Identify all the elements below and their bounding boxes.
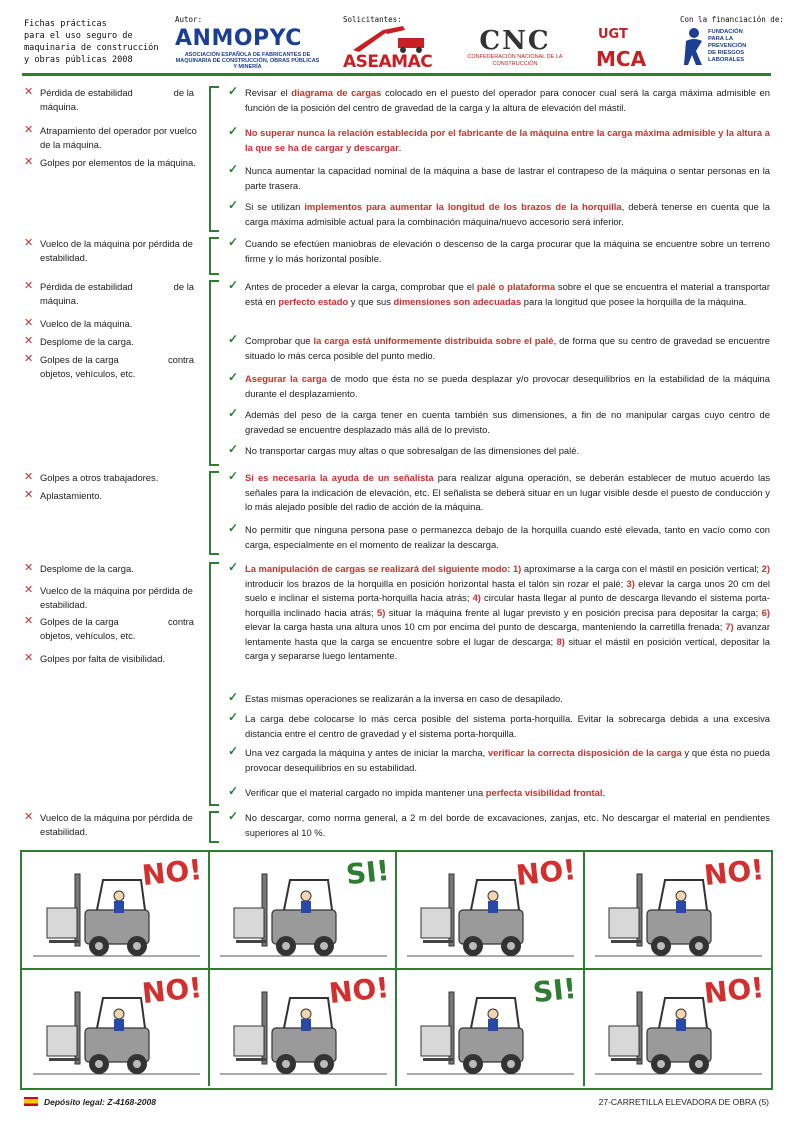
risk-text-tail: de la <box>173 281 194 292</box>
checkmark-icon: ✓ <box>228 278 239 292</box>
measure-text: Estas mismas operaciones se realizarán a la inversa en caso de desapilado. <box>245 693 563 704</box>
forklift-illustration <box>23 852 210 966</box>
checkmark-icon: ✓ <box>228 521 239 535</box>
risk-text-tail: de la <box>173 87 194 98</box>
correct-label: SI! <box>344 853 391 892</box>
safety-measure <box>228 786 770 801</box>
risk-text-tail: contra <box>167 354 194 365</box>
checkmark-icon: ✓ <box>228 710 239 724</box>
risk-text: Golpes de la carga objetos, vehículos, etc. <box>40 616 136 641</box>
measure-text: . <box>398 141 402 153</box>
section-bracket <box>209 562 219 806</box>
measure-text: para la longitud que posee la horquilla de la máquina. <box>521 295 747 307</box>
safety-measure <box>228 523 770 552</box>
measure-text: sobre el que se encuentra el material a transportar está en <box>245 281 770 307</box>
risk-item <box>24 562 204 576</box>
checkmark-icon: ✓ <box>228 744 239 758</box>
cross-icon: ✕ <box>24 489 34 501</box>
risk-item <box>24 280 204 308</box>
measure-text: La carga debe colocarse lo más cerca posible del sistema porta-horquilla. Evitar la sobrecarga debida a una excesiva distancia entre el centro de gravedad y el sistema porta-horquilla. <box>245 713 770 739</box>
highlighted-text: palé o plataforma <box>476 281 556 292</box>
highlighted-text: Asegurar la carga <box>245 373 327 384</box>
highlighted-text: No superar nunca la relación establecida por el fabricante de la máquina entre la carga máxima admisible y la altura a la que se ha de cargar y descargar <box>245 127 770 153</box>
risk-text: Desplome de la carga. <box>40 336 134 347</box>
checkmark-icon: ✓ <box>228 442 239 456</box>
highlighted-text: implementos para aumentar la longitud de los brazos de la horquilla <box>304 201 622 212</box>
risk-text: Vuelco de la máquina por pérdida de estabilidad. <box>40 238 193 263</box>
aseamac-logo: ASEAMAC <box>343 24 431 72</box>
measure-text: Nunca aumentar la capacidad nominal de la máquina a base de lastrar el contrapeso de la máquina o sentar personas en la parte trasera. <box>245 165 770 191</box>
cross-icon: ✕ <box>24 811 34 823</box>
safety-measure <box>228 372 770 401</box>
checkmark-icon: ✓ <box>228 370 239 384</box>
checkmark-icon: ✓ <box>228 235 239 249</box>
risk-text: Pérdida de estabilidad máquina. <box>40 87 133 112</box>
risk-text: Vuelco de la máquina por pérdida de estabilidad. <box>40 812 193 837</box>
forklift-illustration <box>585 970 772 1084</box>
sheet-identifier: 27-CARRETILLA ELEVADORA DE OBRA (5) <box>598 1097 769 1107</box>
measure-text: Además del peso de la carga tener en cuenta también sus dimensiones, a fin de no manipular cargas cuyo centro de gravedad se encuentre desplazado más allá de lo previsto. <box>245 409 770 435</box>
checkmark-icon: ✓ <box>228 469 239 483</box>
cross-icon: ✕ <box>24 335 34 347</box>
incorrect-label: NO! <box>327 970 391 1011</box>
risk-item <box>24 652 204 666</box>
risk-item <box>24 353 204 381</box>
measure-text: Si se utilizan <box>245 201 305 212</box>
checkmark-icon: ✓ <box>228 332 239 346</box>
measure-text: Comprobar que <box>245 335 314 346</box>
checkmark-icon: ✓ <box>228 560 239 574</box>
highlighted-text: 1) <box>512 563 522 574</box>
measure-text: introducir los brazos de la horquilla en posición horizontal hasta el talón sin rozar el palé; <box>245 577 627 589</box>
forklift-illustration <box>23 970 210 1084</box>
measure-text: para realizar alguna operación, se deberán establecer de mutuo acuerdo las señales para la indicación de elevación, etc. El señalista se deberá situar en un lugar visible desde el puesto de conducción y lo más alejado posible del radio de acción de la máquina. <box>245 472 771 512</box>
risk-text: Atrapamiento del operador por vuelco de la máquina. <box>40 125 197 150</box>
risk-text: Desplome de la carga. <box>40 563 134 574</box>
measure-text: Verificar que el material cargado no impida mantener una <box>245 787 486 798</box>
cross-icon: ✕ <box>24 86 34 98</box>
forklift-illustration <box>397 852 584 966</box>
safety-measure <box>228 811 770 840</box>
highlighted-text: 8) <box>556 635 565 647</box>
risk-item <box>24 471 204 485</box>
incorrect-label: NO! <box>140 970 204 1011</box>
safety-measure <box>228 471 770 515</box>
funding-label: Con la financiación de: <box>680 15 784 24</box>
highlighted-text: 2) <box>761 563 770 574</box>
cross-icon: ✕ <box>24 280 34 292</box>
measure-text: y que sus <box>348 295 394 307</box>
measure-text: de modo que ésta no se pueda desplazar y/o provocar desequilibrios en la estabilidad de la máquina durante el desplazamiento. <box>245 373 770 399</box>
safety-measure <box>228 692 770 707</box>
safety-measure <box>228 280 770 309</box>
spain-flag-icon <box>24 1097 38 1106</box>
risk-text: Golpes por falta de visibilidad. <box>40 653 166 664</box>
measure-text: elevar la carga unos 20 cm del suelo e inclinar el sistema porta-horquilla hacia atrás; <box>245 577 770 603</box>
section-bracket <box>209 280 219 466</box>
safety-measure <box>228 86 770 115</box>
risk-item <box>24 156 204 170</box>
highlighted-text: verificar la correcta disposición de la carga <box>487 747 682 758</box>
risk-item <box>24 489 204 503</box>
highlighted-text: 4) <box>472 592 481 603</box>
checkmark-icon: ✓ <box>228 784 239 798</box>
incorrect-label: NO! <box>140 852 204 893</box>
measure-text: colocado en el puesto del operador para conocer cual será la carga máxima admisible en función de la posición del centro de gravedad de la carga y la altura de elevación del mástil. <box>245 87 770 113</box>
cross-icon: ✕ <box>24 562 34 574</box>
measure-text: aproximarse a la carga con el mástil en posición vertical; <box>521 563 762 574</box>
safety-measure <box>228 562 770 664</box>
fundacion-prl-logo: FUNDACIÓN PARA LA PREVENCIÓN DE RIESGOS LABORALES <box>680 25 780 73</box>
measure-text: No permitir que ninguna persona pase o permanezca debajo de la horquilla cuando esté elevada, tanto en vacío como con carga, especialmente en el momento de realizar la descarga. <box>245 524 770 550</box>
incorrect-label: NO! <box>514 852 578 893</box>
illustrations-grid <box>20 850 773 1090</box>
risk-text-tail: contra <box>167 616 194 627</box>
safety-measure <box>228 746 770 775</box>
measure-text: situar el mástil en posición vertical, depositar la carga y separarse luego lentamente. <box>245 635 770 661</box>
risk-text: Vuelco de la máquina. <box>40 318 133 329</box>
measure-text: circular hasta llegar al punto de descarga llevando el sistema porta-horquilla inclinado hacia atrás; <box>245 592 770 618</box>
forklift-illustration <box>210 970 397 1084</box>
measure-text: , deberá tenerse en cuenta que la carga máxima admisible actual para la combinación máquina/nuevo accesorio será inferior. <box>245 201 770 227</box>
highlighted-text: Si es necesaria la ayuda de un señalista <box>245 472 434 483</box>
cross-icon: ✕ <box>24 652 34 664</box>
highlighted-text: dimensiones son adecuadas <box>393 295 522 307</box>
risk-item <box>24 317 204 331</box>
measure-text: No transportar cargas muy altas o que sobresalgan de las dimensiones del palé. <box>245 445 580 456</box>
ugt-mca-logo: UGT MCA <box>596 27 647 71</box>
safety-measure <box>228 200 770 229</box>
measure-text: Revisar el <box>245 87 292 98</box>
checkmark-icon: ✓ <box>228 406 239 420</box>
risk-item <box>24 124 204 152</box>
measure-text: avanzar lentamente hasta que la carga se encuentre sobre el lugar de descarga; <box>245 621 770 647</box>
checkmark-icon: ✓ <box>228 690 239 704</box>
safety-measure <box>228 237 770 266</box>
highlighted-text: 5) <box>377 606 386 618</box>
highlighted-text: la carga está uniformemente distribuida sobre el palé <box>313 335 554 346</box>
highlighted-text: 7) <box>725 621 734 632</box>
highlighted-text: 6) <box>761 606 770 618</box>
highlighted-text: perfecta visibilidad frontal <box>485 787 603 798</box>
anmopyc-logo: ANMOPYC ASOCIACIÓN ESPAÑOLA DE FABRICANTES DE MAQUINARIA DE CONSTRUCCIÓN, OBRAS PÚBLICAS Y MINERÍA <box>175 26 320 70</box>
risk-text: Golpes por elementos de la máquina. <box>40 157 196 168</box>
section-bracket <box>209 471 219 555</box>
risk-text: Pérdida de estabilidad máquina. <box>40 281 133 306</box>
cross-icon: ✕ <box>24 317 34 329</box>
risk-text: Golpes de la carga objetos, vehículos, etc. <box>40 354 136 379</box>
risk-item <box>24 86 204 114</box>
incorrect-label: NO! <box>702 970 766 1011</box>
safety-measure <box>228 334 770 363</box>
risk-item <box>24 237 204 265</box>
section-bracket <box>209 86 219 232</box>
checkmark-icon: ✓ <box>228 162 239 176</box>
measure-text: , de forma que su centro de gravedad se encuentre situado lo más cerca posible del punto medio. <box>245 335 770 361</box>
cnc-logo: CNC CONFEDERACIÓN NACIONAL DE LA CONSTRUCCIÓN <box>467 26 563 67</box>
measure-text: y que ésta no pueda provocar desequilibrios en su estabilidad. <box>245 747 771 773</box>
cross-icon: ✕ <box>24 615 34 627</box>
cross-icon: ✕ <box>24 471 34 483</box>
cross-icon: ✕ <box>24 353 34 365</box>
checkmark-icon: ✓ <box>228 198 239 212</box>
safety-measure <box>228 444 770 459</box>
forklift-illustration <box>210 852 397 966</box>
cross-icon: ✕ <box>24 237 34 249</box>
measure-text: Cuando se efectúen maniobras de elevación o descenso de la carga procurar que la máquina se encuentre sobre un terreno firme y lo más horizontal posible. <box>245 238 770 264</box>
risk-text: Vuelco de la máquina por pérdida de estabilidad. <box>40 585 193 610</box>
safety-measure <box>228 126 770 155</box>
highlighted-text: perfecto estado <box>278 295 349 307</box>
legal-deposit-text: Depósito legal: Z-4168-2008 <box>44 1097 156 1107</box>
section-bracket <box>209 237 219 275</box>
risk-text: Golpes a otros trabajadores. <box>40 472 159 483</box>
legal-deposit <box>24 1097 156 1107</box>
safety-measure <box>228 408 770 437</box>
risk-item <box>24 811 204 839</box>
checkmark-icon: ✓ <box>228 809 239 823</box>
highlighted-text: 3) <box>626 577 635 589</box>
safety-measure <box>228 712 770 741</box>
incorrect-label: NO! <box>702 852 766 893</box>
correct-label: SI! <box>531 971 578 1010</box>
risk-item <box>24 335 204 349</box>
measure-text: Antes de proceder a elevar la carga, comprobar que el <box>245 281 477 292</box>
risk-item <box>24 584 204 612</box>
header-divider <box>22 73 771 76</box>
cross-icon: ✕ <box>24 156 34 168</box>
page-header <box>0 0 793 78</box>
highlighted-text: La manipulación de cargas se realizará del siguiente modo: <box>245 563 513 574</box>
forklift-illustration <box>585 852 772 966</box>
risk-item <box>24 615 204 643</box>
checkmark-icon: ✓ <box>228 84 239 98</box>
measure-text: situar la máquina frente al lugar previsto y en posición precisa para depositar la carga; <box>385 606 762 618</box>
risk-text: Aplastamiento. <box>40 490 103 501</box>
safety-measure <box>228 164 770 193</box>
section-bracket <box>209 811 219 843</box>
measure-text: Una vez cargada la máquina y antes de iniciar la marcha, <box>245 747 488 758</box>
author-label: Autor: <box>175 15 203 24</box>
cross-icon: ✕ <box>24 124 34 136</box>
measure-text: elevar la carga hasta una altura unos 10 cm por encima del punto de descarga, manteniendo la carretilla frenada; <box>245 621 726 632</box>
forklift-illustration <box>397 970 584 1084</box>
document-series-title: Fichas prácticas para el uso seguro de maquinaria de construcción y obras públicas 2008 <box>24 19 159 65</box>
measure-text: . <box>602 787 606 798</box>
cross-icon: ✕ <box>24 584 34 596</box>
checkmark-icon: ✓ <box>228 124 239 138</box>
measure-text: No descargar, como norma general, a 2 m del borde de excavaciones, zanjas, etc. No descargar el material en pendientes superiores al 10 %. <box>245 812 770 838</box>
applicants-label: Solicitantes: <box>343 15 402 24</box>
highlighted-text: diagrama de cargas <box>291 87 382 98</box>
